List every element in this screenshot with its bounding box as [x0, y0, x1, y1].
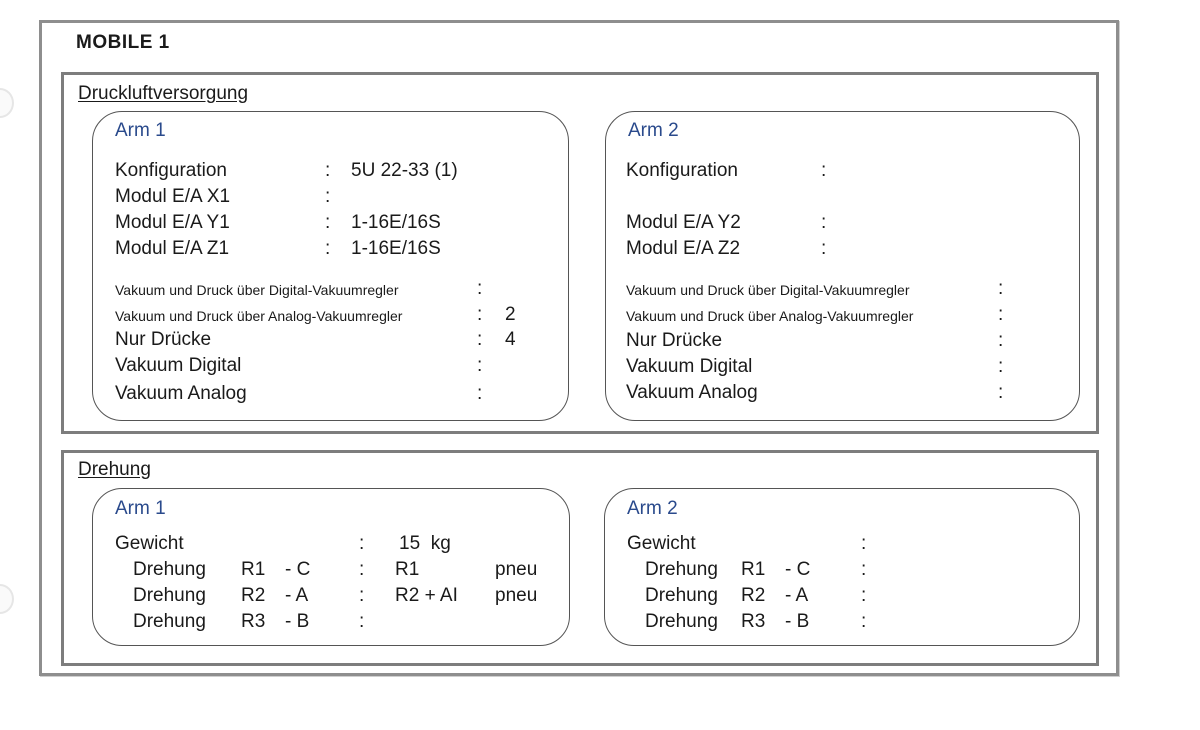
drehung-arm2-box [604, 488, 1080, 646]
field-label: Gewicht [115, 533, 184, 554]
field-label: Modul E/A Y1 [115, 212, 230, 233]
field-label: Modul E/A Y2 [626, 212, 741, 233]
field-label: Nur Drücke [115, 329, 212, 350]
field-colon: : [861, 585, 867, 606]
field-label: Vakuum und Druck über Digital-Vakuumregler [626, 282, 910, 298]
drehung-section [61, 450, 1099, 666]
section-title-druckluftversorgung: Druckluftversorgung [78, 83, 249, 104]
field-colon: : [359, 533, 365, 554]
field-label: Modul E/A Z2 [626, 238, 741, 259]
field-value: 15 kg [399, 533, 451, 554]
field-colon: : [861, 559, 867, 580]
rotation-code: - B [785, 611, 810, 632]
rotation-axis: R3 [741, 611, 766, 632]
field-colon: : [325, 238, 331, 259]
field-colon: : [325, 186, 331, 207]
druckluft-arm2-box [605, 111, 1080, 421]
rotation-code: - A [285, 585, 309, 606]
rotation-label: Drehung [645, 611, 718, 632]
field-value: R1 [395, 559, 420, 580]
field-colon: : [359, 611, 365, 632]
arm-title: Arm 1 [115, 120, 166, 141]
arm-title: Arm 2 [628, 120, 679, 141]
field-colon: : [998, 330, 1004, 351]
field-colon: : [998, 356, 1004, 377]
field-label: Vakuum und Druck über Analog-Vakuumregler [626, 308, 914, 324]
rotation-code: - C [785, 559, 811, 580]
rotation-axis: R1 [241, 559, 266, 580]
field-label: Konfiguration [626, 160, 738, 181]
field-colon: : [477, 329, 483, 350]
arm-title: Arm 1 [115, 498, 166, 519]
field-value: 5U 22-33 (1) [351, 160, 458, 181]
field-colon: : [325, 212, 331, 233]
rotation-code: - B [285, 611, 310, 632]
rotation-axis: R2 [741, 585, 766, 606]
document-title: MOBILE 1 [76, 32, 170, 53]
punch-hole [0, 584, 14, 614]
field-colon: : [325, 160, 331, 181]
punch-hole [0, 88, 14, 118]
field-value: 1-16E/16S [351, 238, 441, 259]
rotation-label: Drehung [133, 585, 206, 606]
rotation-type: pneu [495, 585, 538, 606]
druckluft-arm1-box [92, 111, 569, 421]
field-label: Vakuum und Druck über Analog-Vakuumregler [115, 308, 403, 324]
field-label: Modul E/A Z1 [115, 238, 230, 259]
field-label: Vakuum Digital [626, 356, 753, 377]
field-label: Nur Drücke [626, 330, 723, 351]
field-colon: : [998, 304, 1004, 325]
field-value: R2 + AI [395, 585, 458, 606]
field-value: 4 [505, 329, 516, 350]
field-colon: : [821, 238, 827, 259]
field-value: 2 [505, 304, 516, 325]
arm-title: Arm 2 [627, 498, 678, 519]
field-colon: : [359, 585, 365, 606]
field-label: Vakuum Analog [115, 383, 247, 404]
rotation-label: Drehung [645, 559, 718, 580]
field-colon: : [477, 304, 483, 325]
field-colon: : [477, 383, 483, 404]
field-label: Konfiguration [115, 160, 227, 181]
field-label: Modul E/A X1 [115, 186, 231, 207]
rotation-axis: R1 [741, 559, 766, 580]
rotation-type: pneu [495, 559, 538, 580]
rotation-code: - C [285, 559, 311, 580]
field-label: Vakuum Analog [626, 382, 758, 403]
field-colon: : [861, 533, 867, 554]
rotation-label: Drehung [645, 585, 718, 606]
field-colon: : [359, 559, 365, 580]
rotation-axis: R3 [241, 611, 266, 632]
rotation-axis: R2 [241, 585, 266, 606]
druckluftversorgung-section [61, 72, 1099, 434]
rotation-label: Drehung [133, 559, 206, 580]
field-colon: : [477, 355, 483, 376]
field-colon: : [998, 382, 1004, 403]
field-colon: : [861, 611, 867, 632]
section-title-drehung: Drehung [78, 459, 151, 480]
field-colon: : [477, 278, 483, 299]
field-value: 1-16E/16S [351, 212, 441, 233]
field-label: Vakuum und Druck über Digital-Vakuumregler [115, 282, 399, 298]
field-colon: : [821, 212, 827, 233]
field-colon: : [998, 278, 1004, 299]
rotation-label: Drehung [133, 611, 206, 632]
field-label: Vakuum Digital [115, 355, 242, 376]
field-colon: : [821, 160, 827, 181]
rotation-code: - A [785, 585, 809, 606]
drehung-arm1-box [92, 488, 570, 646]
field-label: Gewicht [627, 533, 696, 554]
